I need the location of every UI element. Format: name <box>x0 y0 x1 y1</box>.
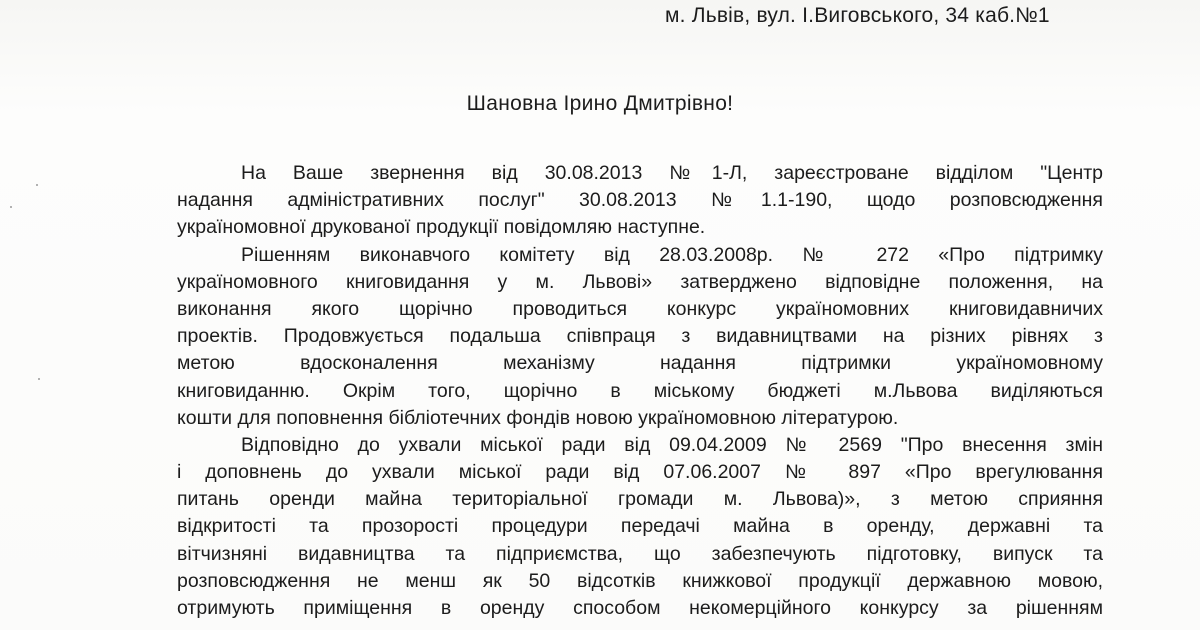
body-line: книговиданню. Окрім того, щорічно в міському бюджеті м.Львова виділяються <box>177 379 1103 402</box>
body-line: україномовного книговидання у м. Львові» затверджено відповідне положення, на <box>177 270 1103 293</box>
body-line: розповсюдження не менш як 50 відсотків книжкової продукції державною мовою, <box>177 569 1103 592</box>
body-line: На Ваше звернення від 30.08.2013 №1-Л, зареєстроване відділом "Центр <box>241 162 1103 184</box>
body-line: проектів. Продовжується подальша співпраця з видавництвами на різних рівнях з <box>177 325 1103 348</box>
body-line: відкритості та прозорості процедури передачі майна в оренду, державні та <box>177 515 1103 538</box>
body-line: україномовної друкованої продукції повідомляю наступне. <box>177 216 706 239</box>
address-line: м. Львів, вул. І.Виговського, 34 каб.№1 <box>665 4 1050 27</box>
body-line: кошти для поповнення бібліотечних фондів новою україномовною літературою. <box>177 406 899 429</box>
body-line: Рішенням виконавчого комітету від 28.03.2008р. № 272 «Про підтримку <box>241 243 1103 266</box>
body-line: виконання якого щорічно проводиться конкурс україномовних книговидавничих <box>177 297 1103 320</box>
letter-body <box>177 160 1103 622</box>
body-line: питань оренди майна територіальної громади м. Львова)», з метою сприяння <box>177 488 1103 511</box>
scan-speck <box>36 184 38 186</box>
body-line: надання адміністративних послуг" 30.08.2013 №1.1-190, щодо розповсюдження <box>177 189 1103 212</box>
body-line: метою вдосконалення механізму надання підтримки україномовному <box>177 352 1103 375</box>
scan-speck <box>38 378 40 380</box>
greeting: Шановна Ірино Дмитрівно! <box>466 92 734 115</box>
body-line: і доповнень до ухвали міської ради від 07.06.2007 № 897 «Про врегулювання <box>177 461 1103 484</box>
scan-speck <box>10 206 12 208</box>
body-line: вітчизняні видавництва та підприємства, що забезпечують підготовку, випуск та <box>177 542 1103 565</box>
body-line: отримують приміщення в оренду способом некомерційного конкурсу за рішенням <box>177 597 1103 619</box>
body-line: Відповідно до ухвали міської ради від 09.04.2009 № 2569 "Про внесення змін <box>241 433 1103 456</box>
